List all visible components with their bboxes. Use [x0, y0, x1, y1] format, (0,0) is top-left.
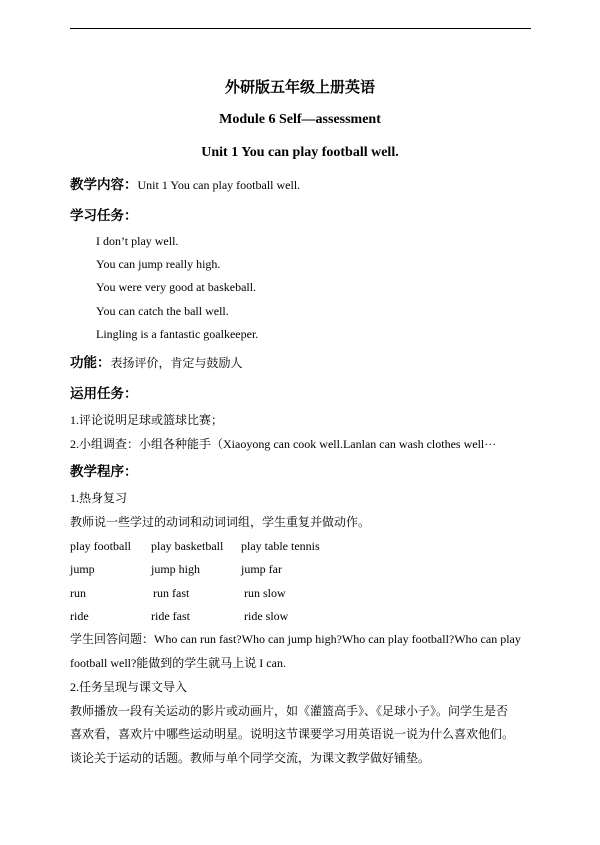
teaching-content — [70, 176, 300, 194]
learning-task-item: I don’t play well. — [96, 234, 179, 248]
teaching-content-value: Unit 1 You can play football well. — [137, 178, 301, 192]
apply-task-item: 1.评论说明足球或篮球比赛； — [70, 413, 224, 427]
learning-task-item: You were very good at baskeball. — [96, 280, 257, 294]
teaching-content-label: 教学内容： — [70, 177, 138, 192]
header-rule — [70, 28, 531, 29]
phrase-cell: run slow — [244, 586, 286, 600]
module-title: Module 6 Self—assessment — [219, 112, 381, 127]
function-label: 功能： — [70, 355, 111, 370]
phrase-cell: play table tennis — [241, 539, 320, 553]
step2-title: 2.任务呈现与课文导入 — [70, 680, 188, 694]
phrase-cell: jump far — [241, 562, 282, 576]
phrase-cell: run — [70, 586, 86, 600]
procedure-heading: 教学程序： — [70, 464, 138, 479]
answer-line: 学生回答问题：Who can run fast?Who can jump high?Who can play football?Who can play — [70, 632, 521, 646]
step2-line: 谈论关于运动的话题。教师与单个同学交流，为课文教学做好铺垫。 — [70, 751, 431, 765]
phrase-cell: run fast — [153, 586, 190, 600]
phrase-cell: jump high — [151, 562, 201, 576]
step2-line: 教师播放一段有关运动的影片或动画片，如《灌篮高手》、《足球小子》。问学生是否 — [70, 704, 509, 718]
document-title: 外研版五年级上册英语 — [224, 80, 375, 96]
phrase-cell: play football — [70, 539, 131, 553]
phrase-cell: jump — [70, 562, 95, 576]
learning-task-item: You can catch the ball well. — [96, 304, 229, 318]
phrase-cell: ride fast — [151, 609, 190, 623]
apply-tasks-heading: 运用任务： — [70, 386, 138, 401]
answer-line: football well?能做到的学生就马上说 I can. — [70, 656, 286, 670]
function-value: 表扬评价，肯定与鼓励人 — [110, 356, 243, 370]
learning-task-item: Lingling is a fantastic goalkeeper. — [96, 327, 259, 341]
learning-tasks-heading: 学习任务： — [70, 208, 138, 223]
phrase-cell: play basketball — [151, 539, 224, 553]
apply-task-item: 2.小组调查：小组各种能手（Xiaoyong can cook well.Lanlan can wash clothes well··· — [70, 437, 497, 451]
step2-line: 喜欢看，喜欢片中哪些运动明星。说明这节课要学习用英语说一说为什么喜欢他们。 — [70, 727, 515, 741]
step1-title: 1.热身复习 — [70, 491, 128, 505]
function-line — [70, 354, 243, 372]
step1-text: 教师说一些学过的动词和动词词组，学生重复并做动作。 — [70, 515, 371, 529]
phrase-cell: ride slow — [244, 609, 289, 623]
learning-task-item: You can jump really high. — [96, 257, 221, 271]
unit-title: Unit 1 You can play football well. — [201, 145, 399, 160]
phrase-cell: ride — [70, 609, 89, 623]
